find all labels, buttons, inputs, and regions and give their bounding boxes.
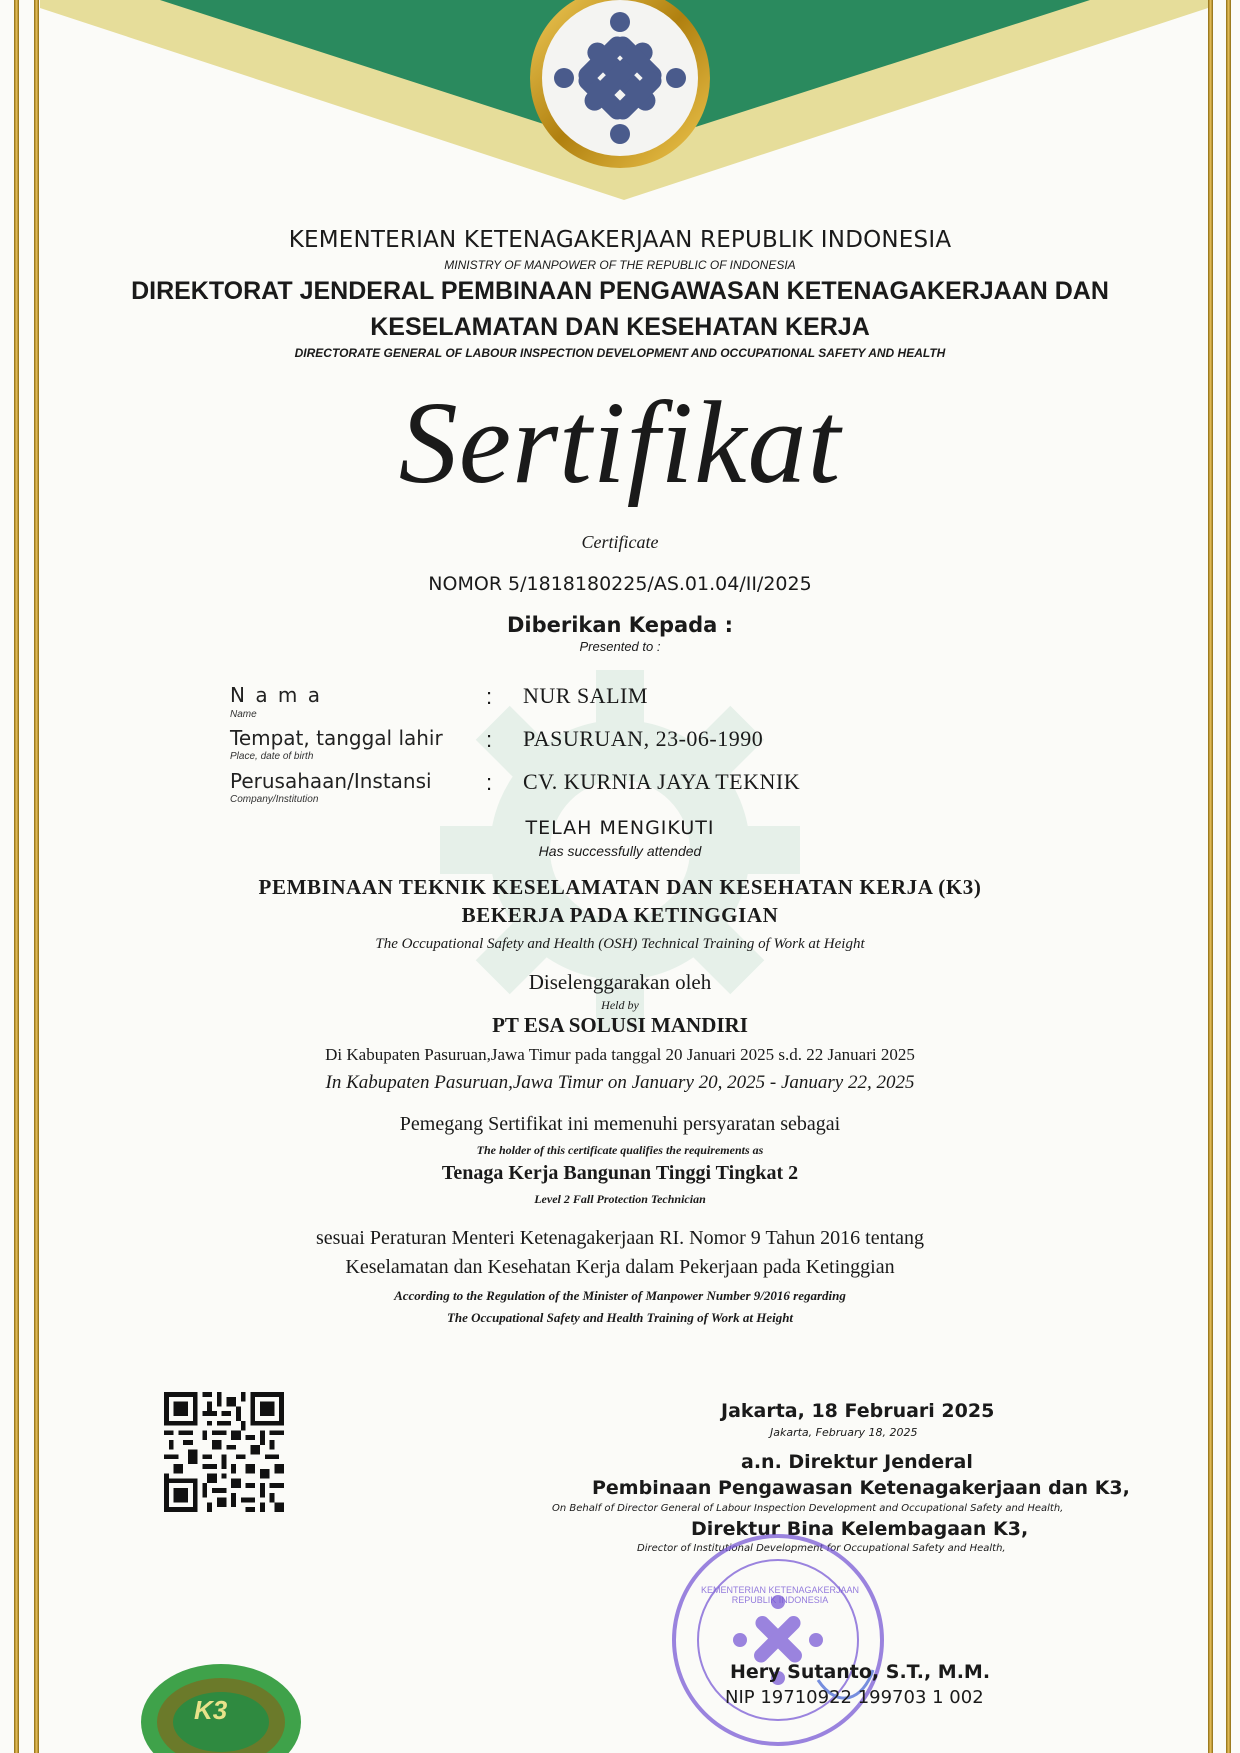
signing-dg: Pembinaan Pengawasan Ketenagakerjaan dan K3, bbox=[592, 1477, 1130, 1499]
training-line1: PEMBINAAN TEKNIK KESELAMATAN DAN KESEHATAN KERJA (K3) bbox=[258, 875, 982, 899]
directorate-line1: DIREKTORAT JENDERAL PEMBINAAN PENGAWASAN KETENAGAKERJAAN DAN bbox=[131, 277, 1109, 305]
certificate-subtitle: Certificate bbox=[581, 532, 659, 552]
qualification-role: Tenaga Kerja Bangunan Tinggi Tingkat 2 bbox=[441, 1162, 799, 1184]
organizer-label-en: Held by bbox=[601, 998, 639, 1012]
stamp-text: KEMENTERIAN KETENAGAKERJAAN REPUBLIK INDONESIA bbox=[700, 1585, 860, 1605]
colon: : bbox=[486, 684, 493, 709]
organizer-label: Diselenggarakan oleh bbox=[528, 970, 712, 994]
ministry-logo-icon bbox=[518, 0, 722, 170]
regulation-line2: Keselamatan dan Kesehatan Kerja dalam Pekerjaan pada Ketinggian bbox=[345, 1256, 895, 1278]
qr-code-icon bbox=[164, 1392, 284, 1512]
organizer-place-date-en: In Kabupaten Pasuruan,Jawa Timur on January 20, 2025 - January 22, 2025 bbox=[325, 1072, 915, 1093]
certificate-number: NOMOR 5/1818180225/AS.01.04/II/2025 bbox=[428, 573, 812, 595]
regulation-en1: According to the Regulation of the Minister of Manpower Number 9/2016 regarding bbox=[394, 1288, 846, 1303]
directorate-en: DIRECTORATE GENERAL OF LABOUR INSPECTION DEVELOPMENT AND OCCUPATIONAL SAFETY AND HEALTH bbox=[294, 346, 946, 360]
attended-label-en: Has successfully attended bbox=[538, 843, 702, 859]
regulation-line1: sesuai Peraturan Menteri Ketenagakerjaan RI. Nomor 9 Tahun 2016 tentang bbox=[315, 1227, 925, 1249]
signing-an: a.n. Direktur Jenderal bbox=[741, 1451, 973, 1473]
directorate-line2: KESELAMATAN DAN KESEHATAN KERJA bbox=[370, 313, 870, 341]
k3-badge-text: K3 bbox=[194, 1695, 228, 1725]
signer-name: Hery Sutanto, S.T., M.M. bbox=[730, 1661, 991, 1683]
signer-nip: NIP 19710922 199703 1 002 bbox=[725, 1687, 984, 1708]
organizer-place-date: Di Kabupaten Pasuruan,Jawa Timur pada tanggal 20 Januari 2025 s.d. 22 Januari 2025 bbox=[325, 1045, 915, 1064]
field-name-value: NUR SALIM bbox=[523, 683, 648, 708]
field-birth-label: Tempat, tanggal lahir bbox=[230, 726, 443, 750]
training-en: The Occupational Safety and Health (OSH) Technical Training of Work at Height bbox=[375, 936, 865, 952]
official-stamp-icon bbox=[668, 1530, 888, 1750]
signing-dg-en: On Behalf of Director General of Labour Inspection Development and Occupational Safety and Health, bbox=[552, 1503, 1064, 1514]
regulation-en2: The Occupational Safety and Health Training of Work at Height bbox=[446, 1310, 794, 1325]
field-company-value: CV. KURNIA JAYA TEKNIK bbox=[523, 769, 801, 794]
ministry-name: KEMENTERIAN KETENAGAKERJAAN REPUBLIK INDONESIA bbox=[288, 227, 952, 253]
certificate-title: Sertifikat bbox=[398, 377, 842, 508]
field-company-sub: Company/Institution bbox=[230, 794, 319, 805]
qualification-line: Pemegang Sertifikat ini memenuhi persyaratan sebagai bbox=[399, 1113, 841, 1135]
field-birth-value: PASURUAN, 23-06-1990 bbox=[523, 726, 764, 751]
colon: : bbox=[486, 770, 493, 795]
signing-place-date: Jakarta, 18 Februari 2025 bbox=[721, 1400, 995, 1422]
presented-to-label: Diberikan Kepada : bbox=[506, 613, 734, 637]
organizer-name: PT ESA SOLUSI MANDIRI bbox=[492, 1013, 748, 1037]
qualification-line-en: The holder of this certificate qualifies the requirements as bbox=[476, 1143, 764, 1157]
qualification-role-en: Level 2 Fall Protection Technician bbox=[534, 1192, 706, 1206]
field-company-label: Perusahaan/Instansi bbox=[230, 769, 432, 793]
field-name-sub: Name bbox=[230, 709, 257, 720]
field-birth-sub: Place, date of birth bbox=[230, 751, 314, 762]
attended-label: TELAH MENGIKUTI bbox=[525, 817, 715, 839]
signing-director: Direktur Bina Kelembagaan K3, bbox=[691, 1518, 1029, 1540]
ministry-name-en: MINISTRY OF MANPOWER OF THE REPUBLIC OF INDONESIA bbox=[444, 258, 796, 272]
training-line2: BEKERJA PADA KETINGGIAN bbox=[461, 903, 779, 927]
signing-director-en: Director of Institutional Development for Occupational Safety and Health, bbox=[637, 1543, 1006, 1554]
field-name-label: N a m a bbox=[230, 683, 323, 707]
presented-to-label-en: Presented to : bbox=[579, 639, 661, 654]
colon: : bbox=[486, 727, 493, 752]
signing-place-date-en: Jakarta, February 18, 2025 bbox=[770, 1426, 918, 1439]
